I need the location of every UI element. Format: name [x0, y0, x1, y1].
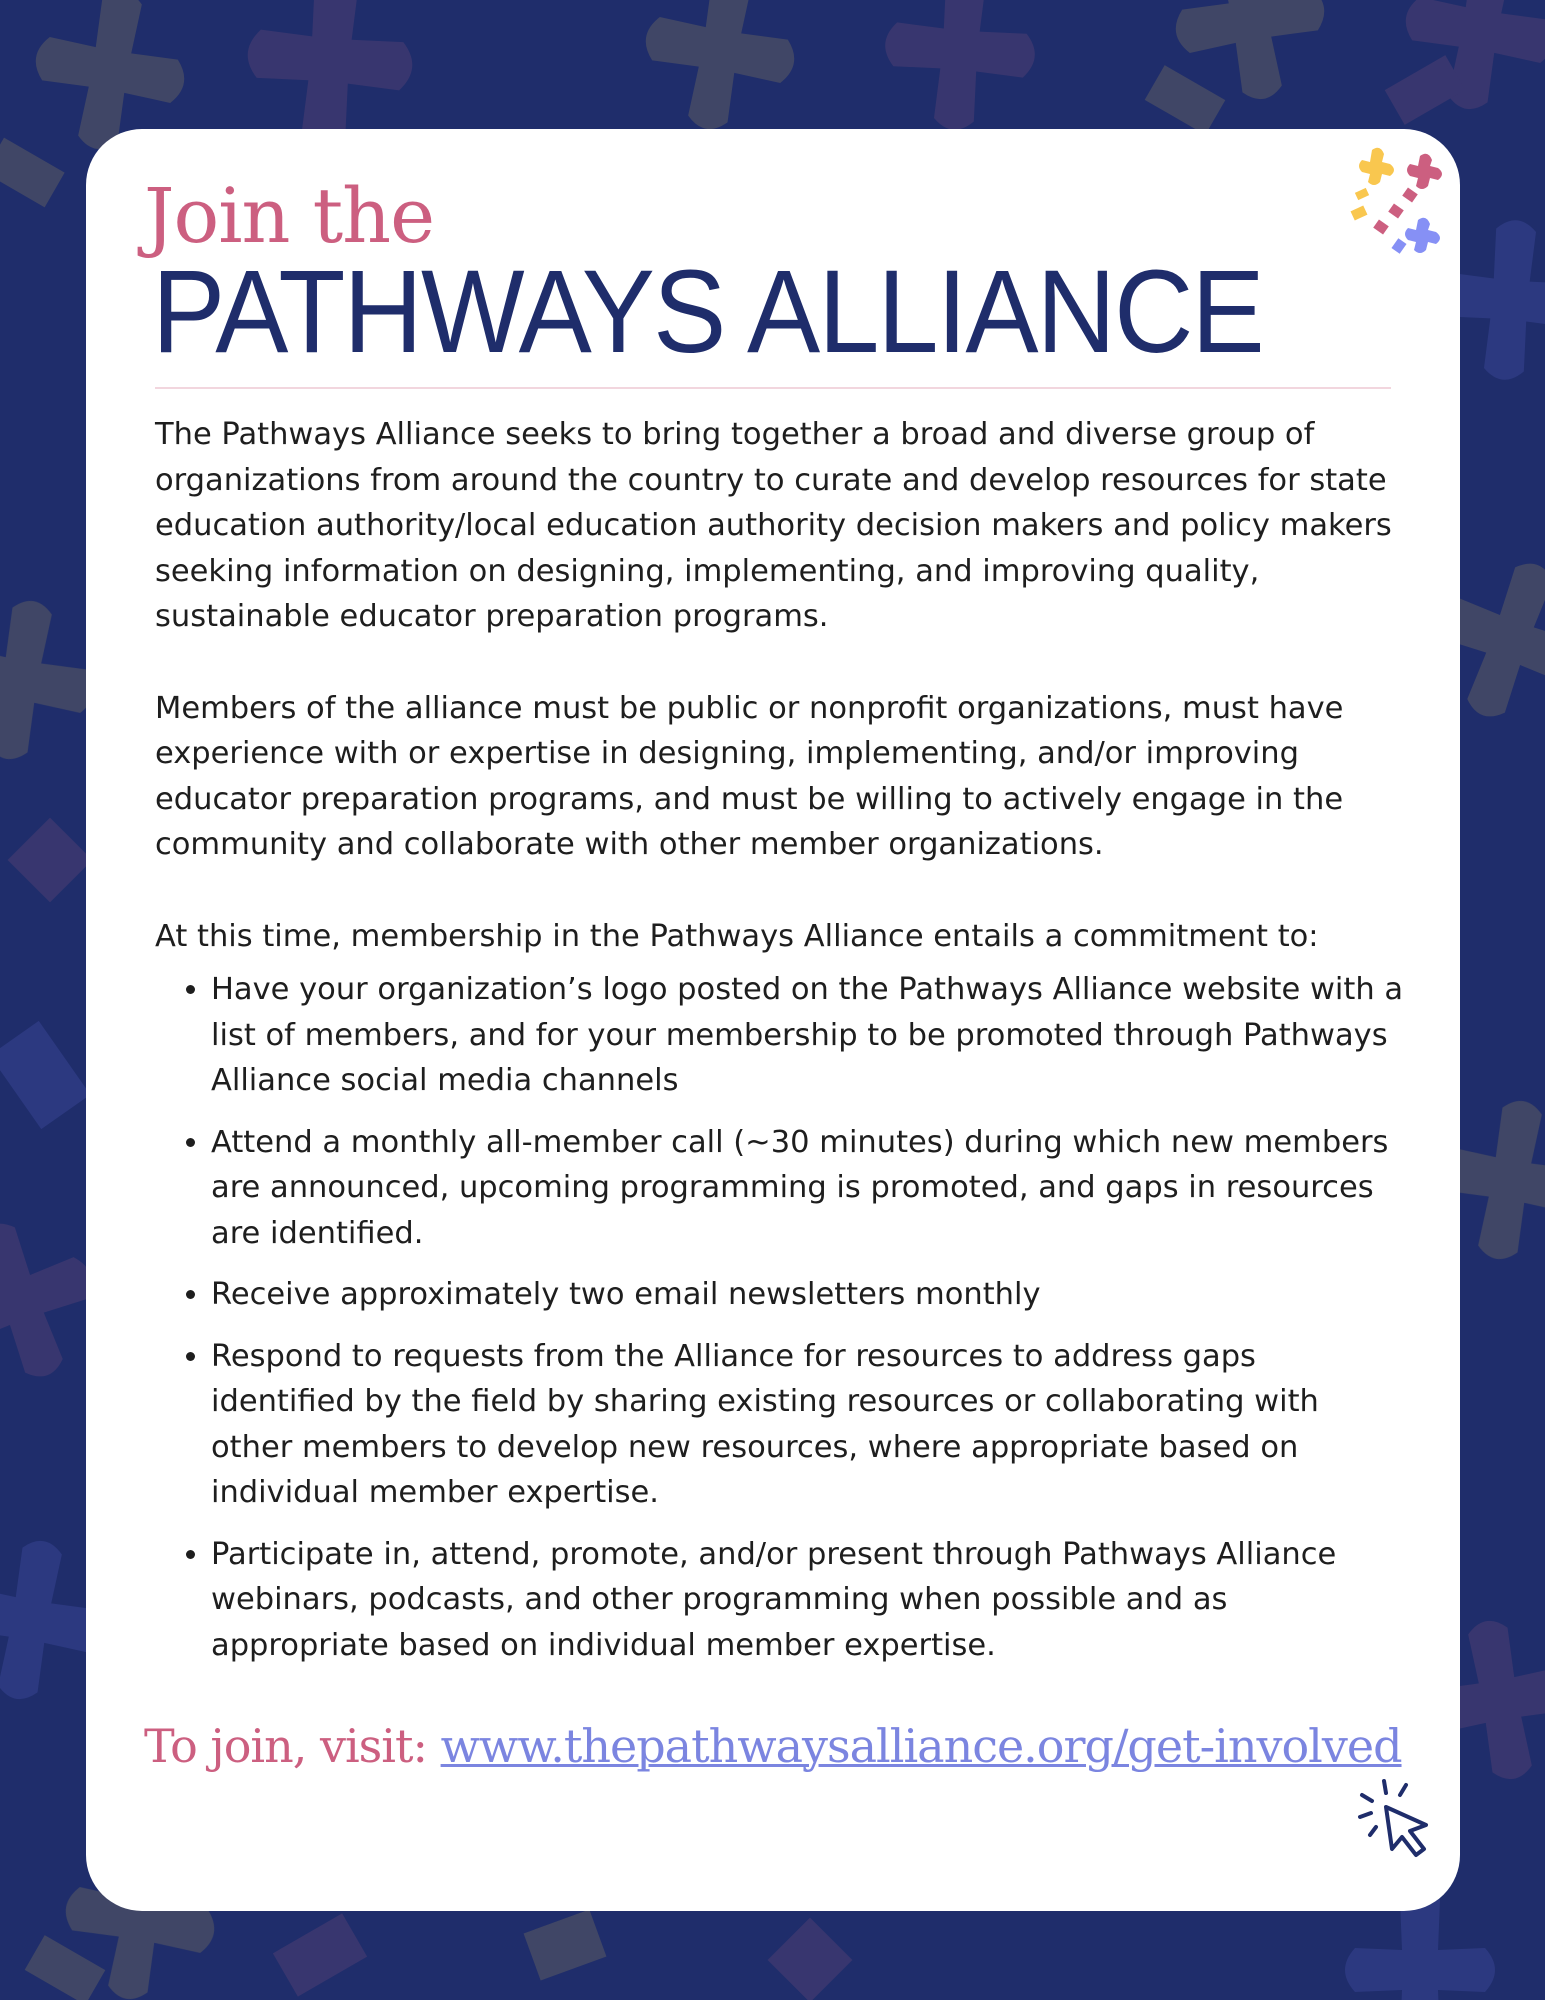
list-item: • Attend a monthly all-member call (~30 minutes) during which new members are announced, upcoming programming is promoted, and gaps in resources are identified. [211, 1120, 1405, 1257]
content-card [86, 129, 1460, 1911]
cursor-click-icon [1356, 1777, 1436, 1867]
commitment-list [155, 967, 1405, 1668]
intro-paragraph: The Pathways Alliance seeks to bring together a broad and diverse group of organizations from around the country to curate and develop resources for state education authority/local education authority decision makers and policy makers seeking information on designing, implementing, and improving quality, sustainable educator preparation programs. [155, 417, 1392, 634]
body-text [155, 412, 1405, 1684]
title-divider [155, 387, 1391, 389]
commitment-lead: At this time, membership in the Pathways Alliance entails a commitment to: [155, 918, 1319, 954]
list-item: • Participate in, attend, promote, and/or present through Pathways Alliance webinars, podcasts, and other programming when possible and as appropriate based on individual member expertise. [211, 1532, 1405, 1669]
list-item: • Respond to requests from the Alliance for resources to address gaps identified by the field by sharing existing resources or collaborating with other members to develop new resources, where appropriate based on individual member expertise. [211, 1334, 1405, 1516]
page-title: PATHWAYS ALLIANCE [152, 246, 1263, 378]
confetti-icon [1330, 140, 1460, 270]
eligibility-paragraph: Members of the alliance must be public or nonprofit organizations, must have experience with or expertise in designing, implementing, and/or improving educator preparation programs, and must be willing to actively engage in the community and collaborate with other member organizations. [155, 690, 1344, 862]
get-involved-link[interactable]: www.thepathwaysalliance.org/get-involved [440, 1719, 1402, 1773]
cta-prefix: To join, visit: [144, 1719, 441, 1773]
list-item: • Have your organization’s logo posted on the Pathways Alliance website with a list of members, and for your membership to be promoted through Pathways Alliance social media channels [211, 967, 1405, 1104]
page-kicker: Join the [144, 171, 435, 260]
list-item: • Receive approximately two email newsletters monthly [211, 1272, 1405, 1318]
join-cta [144, 1719, 1402, 1773]
